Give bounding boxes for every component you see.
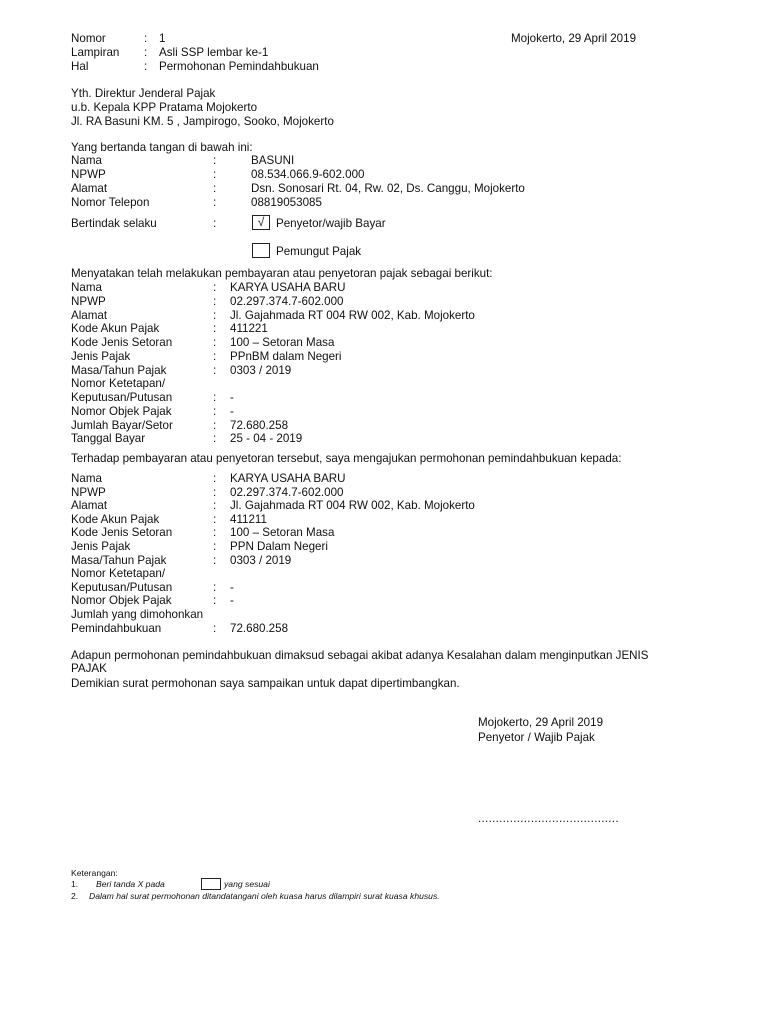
payment-field-label: Nomor Ketetapan/ [71,377,166,391]
transfer-field-label: Jenis Pajak [71,540,131,553]
colon: : [213,281,217,294]
transfer-field-label: Nomor Objek Pajak [71,594,172,608]
payment-field-value: 02.297.374.7-602.000 [230,294,344,308]
closing-para-1-line-2: PAJAK [71,662,107,675]
colon: : [213,217,217,230]
colon: : [213,526,217,540]
transfer-field-label: Nomor Ketetapan/ [71,567,166,581]
addressee-line-3: Jl. RA Basuni KM. 5 , Jampirogo, Sooko, Mojokerto [71,115,334,128]
signer-intro: Yang bertanda tangan di bawah ini: [71,141,253,154]
colon: : [213,553,217,567]
bertindak-label: Bertindak selaku [71,217,157,230]
signer-field-value: BASUNI [251,154,295,167]
checkbox-pemungut[interactable] [252,243,270,258]
colon: : [213,196,217,209]
payment-field-label: NPWP [71,294,106,308]
payment-field-value: Jl. Gajahmada RT 004 RW 002, Kab. Mojokerto [230,308,475,322]
payment-field-value: 25 - 04 - 2019 [230,432,303,446]
note-1-text-a: Beri tanda X pada [96,879,165,889]
hal-value: Permohonan Pemindahbukuan [159,60,319,73]
colon: : [213,540,217,553]
payment-field-value: - [230,404,234,418]
colon: : [213,391,217,404]
transfer-field-label: Alamat [71,499,108,513]
option-pemungut-label: Pemungut Pajak [276,245,362,258]
signature-place-date: Mojokerto, 29 April 2019 [478,716,604,729]
transfer-field-label: Kode Jenis Setoran [71,526,173,540]
payment-field-label: Nomor Objek Pajak [71,404,172,418]
addressee-line-1: Yth. Direktur Jenderal Pajak [71,87,216,100]
payment-field-label: Masa/Tahun Pajak [71,363,167,377]
header-place-date: Mojokerto, 29 April 2019 [511,32,637,45]
nomor-value: 1 [159,32,166,45]
colon: : [144,60,148,73]
payment-field-value: KARYA USAHA BARU [230,281,346,294]
transfer-field-label: Kode Akun Pajak [71,512,160,526]
colon: : [144,32,148,45]
colon: : [213,308,217,322]
notes-title: Keterangan: [71,868,118,878]
payment-field-label: Tanggal Bayar [71,432,146,446]
note-1-number: 1. [71,879,79,889]
transfer-field-label: NPWP [71,485,106,499]
colon: : [213,154,217,167]
colon: : [213,472,217,485]
note-2-text: Dalam hal surat permohonan ditandatangani oleh kuasa harus dilampiri surat kuasa khusus. [89,891,440,901]
colon: : [144,46,148,59]
colon: : [213,594,217,608]
option-penyetor-label: Penyetor/wajib Bayar [276,217,386,230]
hal-label: Hal [71,60,89,73]
payment-field-value: 100 – Setoran Masa [230,336,335,349]
colon: : [213,485,217,499]
payment-field-value: 411221 [230,322,268,336]
signer-field-value: 08.534.066.9-602.000 [251,168,365,181]
transfer-field-value: 100 – Setoran Masa [230,526,335,540]
nomor-label: Nomor [71,32,106,45]
signer-field-label: Nama [71,154,102,167]
payment-field-label: Kode Akun Pajak [71,322,160,336]
note-2-number: 2. [71,891,79,901]
transfer-field-value: 411211 [230,512,267,526]
payment-field-value: PPnBM dalam Negeri [230,349,342,363]
note-1-box [201,878,221,890]
checkbox-penyetor[interactable] [252,215,270,230]
colon: : [213,363,217,377]
colon: : [213,404,217,418]
payment-field-value: 0303 / 2019 [230,363,292,377]
colon: : [213,432,217,446]
closing-para-2: Demikian surat permohonan saya sampaikan untuk dapat dipertimbangkan. [71,677,460,690]
signer-field-label: Alamat [71,182,108,195]
transfer-field-label: Nama [71,472,102,485]
transfer-field-value: 02.297.374.7-602.000 [230,485,344,499]
payment-field-label: Kode Jenis Setoran [71,336,173,349]
colon: : [213,294,217,308]
note-1-text-b: yang sesuai [224,879,270,889]
signer-field-label: NPWP [71,168,106,181]
colon: : [213,349,217,363]
signer-field-label: Nomor Telepon [71,196,150,209]
payment-field-label: Jumlah Bayar/Setor [71,418,173,432]
lampiran-value: Asli SSP lembar ke-1 [159,46,269,59]
payment-field-label: Alamat [71,308,108,322]
signature-role: Penyetor / Wajib Pajak [478,731,595,744]
signer-field-value: Dsn. Sonosari Rt. 04, Rw. 02, Ds. Canggu, Mojokerto [251,182,525,195]
transfer-field-value: KARYA USAHA BARU [230,472,346,485]
payment-field-label: Keputusan/Putusan [71,391,173,404]
transfer-field-value: - [230,594,234,608]
transfer-intro: Terhadap pembayaran atau penyetoran tersebut, saya mengajukan permohonan pemindahbukuan kepada: [71,452,622,465]
signature-line: ........................................ [478,812,619,825]
transfer-field-value: - [230,580,234,594]
transfer-field-label: Masa/Tahun Pajak [71,553,167,567]
checkmark-icon: √ [257,215,265,229]
colon: : [213,322,217,336]
transfer-field-value: Jl. Gajahmada RT 004 RW 002, Kab. Mojokerto [230,499,475,513]
colon: : [213,168,217,181]
transfer-field-value: 72.680.258 [230,621,289,635]
payment-field-label: Jenis Pajak [71,349,131,363]
colon: : [213,512,217,526]
payment-field-label: Nama [71,281,102,294]
colon: : [213,418,217,432]
colon: : [213,621,217,635]
colon: : [213,499,217,513]
payment-field-value: 72.680.258 [230,418,289,432]
payment-field-value: - [230,391,234,404]
transfer-field-label: Pemindahbukuan [71,621,162,635]
lampiran-label: Lampiran [71,46,120,59]
transfer-field-label: Keputusan/Putusan [71,580,173,594]
transfer-field-label: Jumlah yang dimohonkan [71,608,204,621]
transfer-field-value: PPN Dalam Negeri [230,540,328,553]
addressee-line-2: u.b. Kepala KPP Pratama Mojokerto [71,101,258,114]
payment-intro: Menyatakan telah melakukan pembayaran atau penyetoran pajak sebagai berikut: [71,267,493,280]
colon: : [213,336,217,349]
transfer-field-value: 0303 / 2019 [230,553,292,567]
signer-field-value: 08819053085 [251,196,322,209]
colon: : [213,580,217,594]
colon: : [213,182,217,195]
closing-para-1-line-1: Adapun permohonan pemindahbukuan dimaksud sebagai akibat adanya Kesalahan dalam menginputkan JENIS [71,649,649,662]
